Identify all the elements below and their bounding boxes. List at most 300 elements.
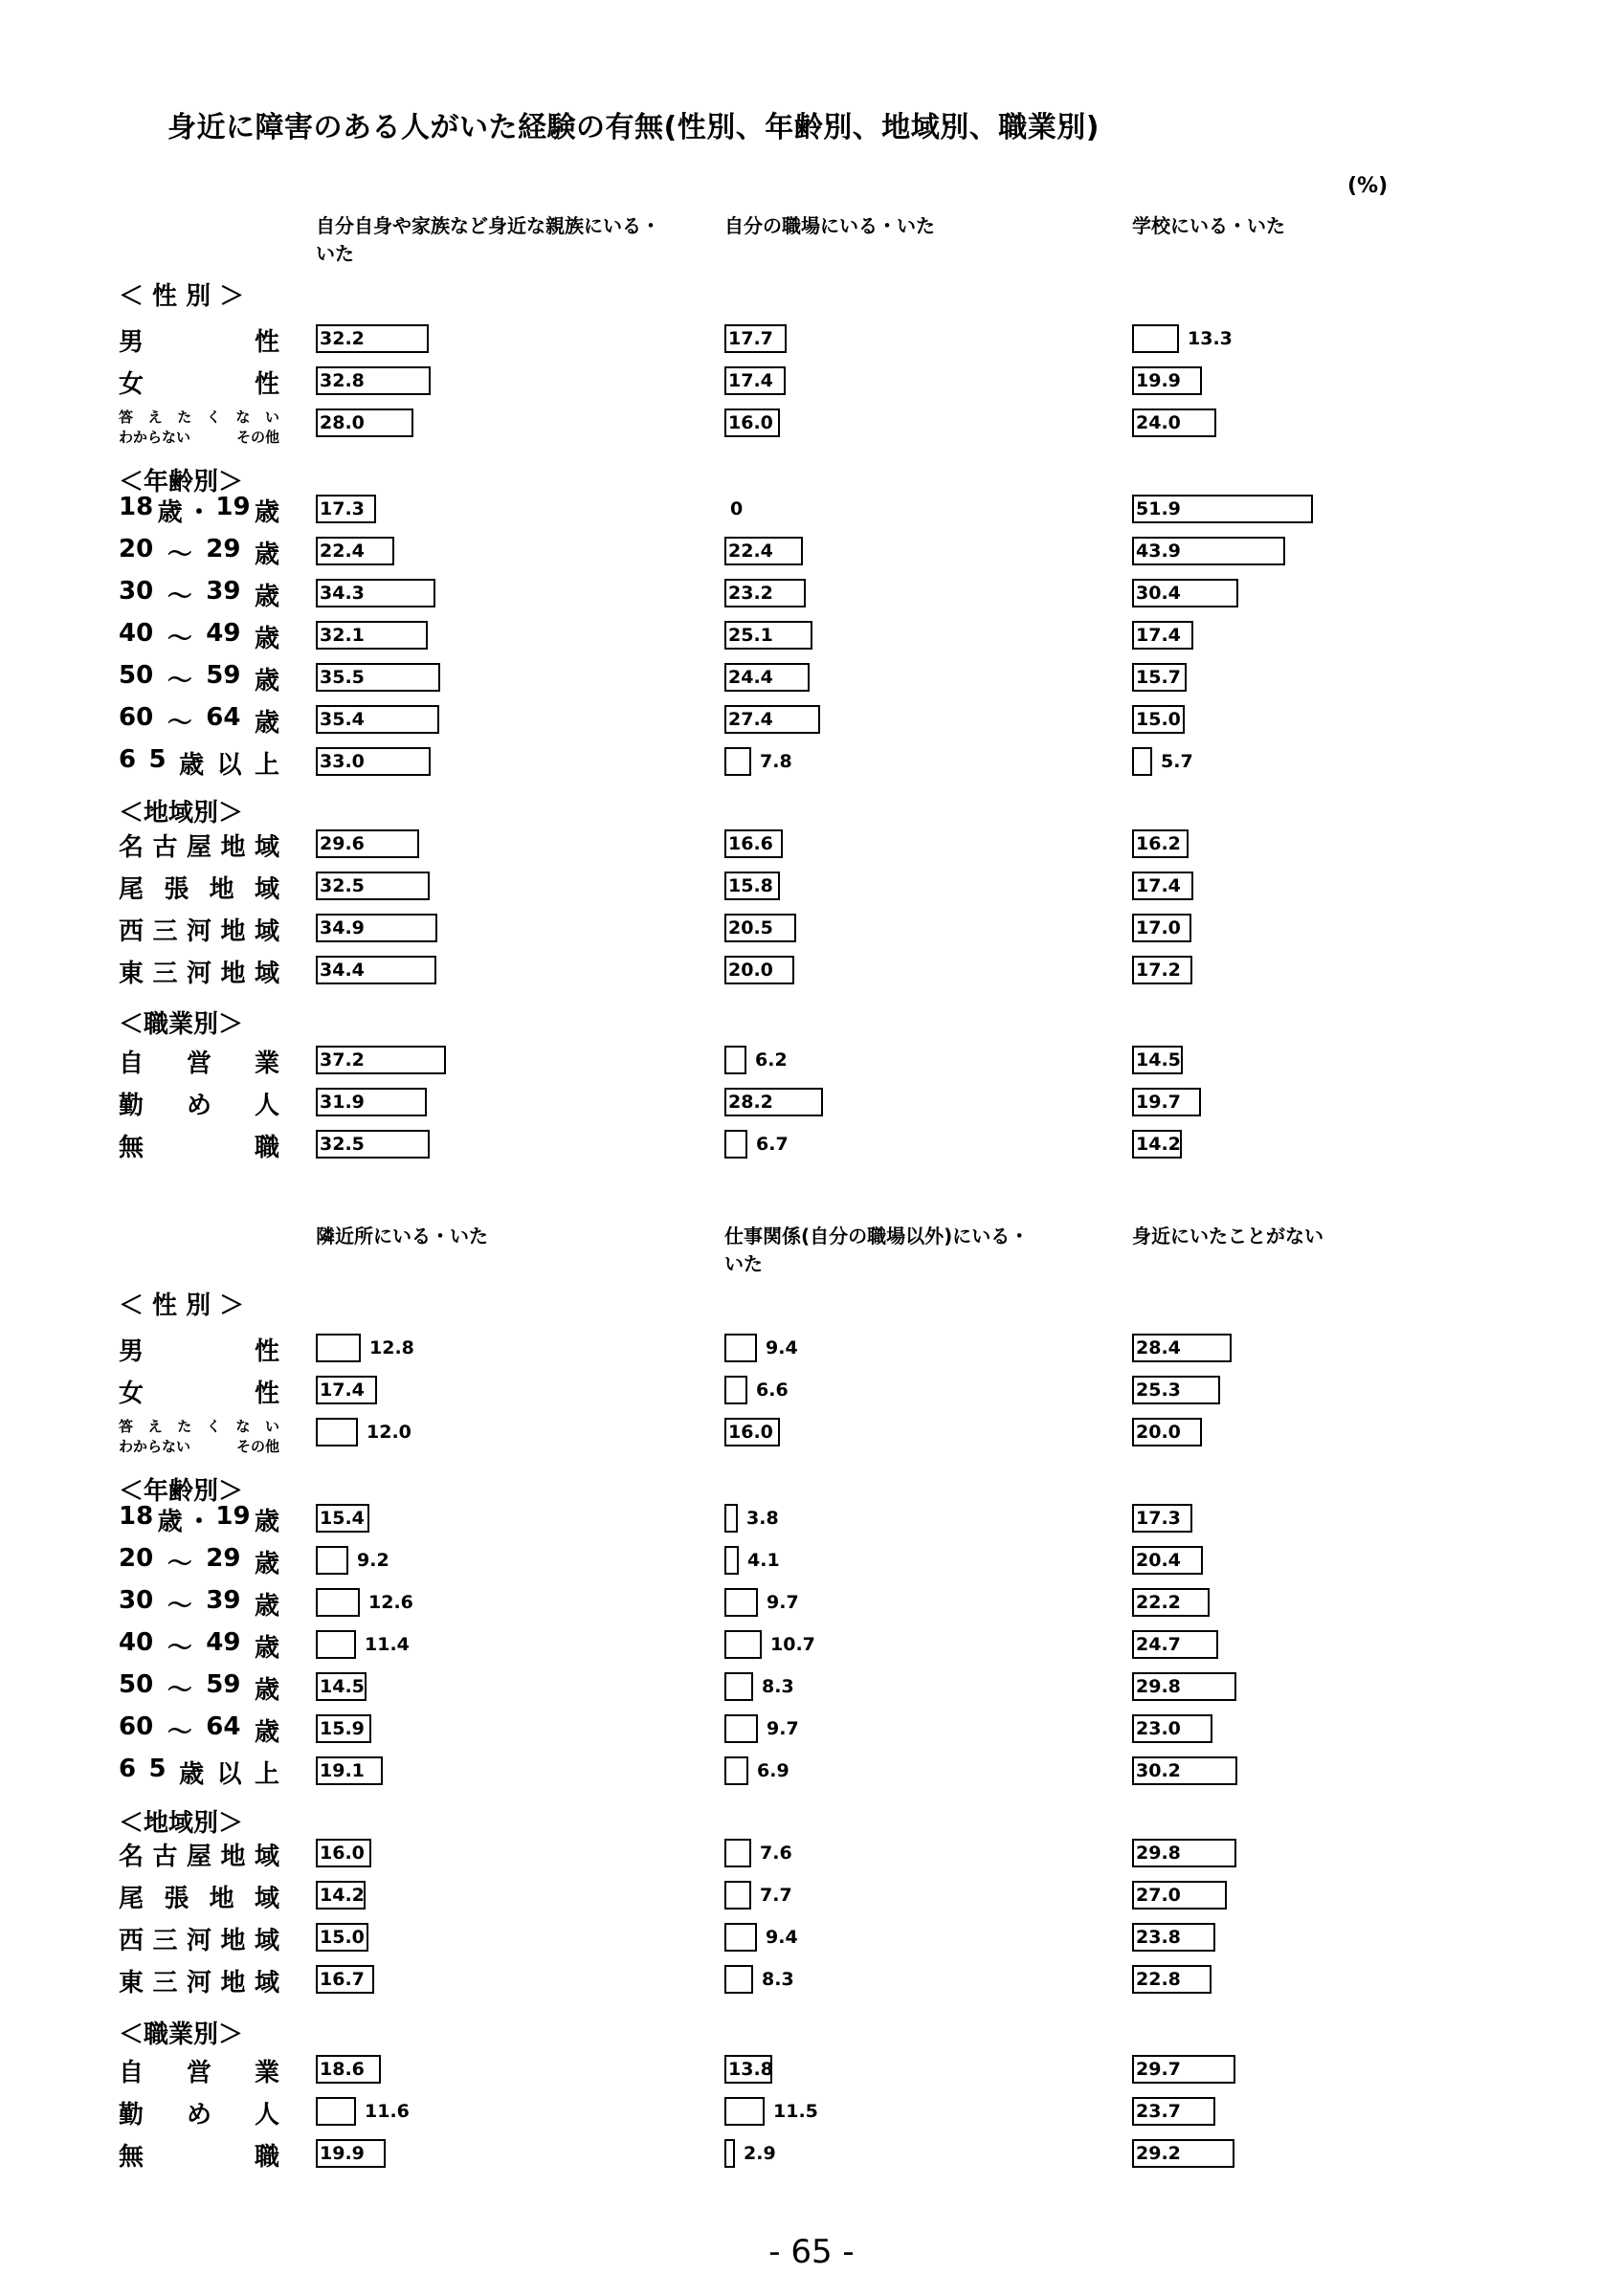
row-label-age_30_39-part: 39 xyxy=(206,577,241,606)
bar-value-label: 16.6 xyxy=(728,833,773,854)
bar xyxy=(724,2139,735,2168)
row-label-age_40_49-part: 40 xyxy=(119,619,154,648)
row-label-nishimikawa-part: 三 xyxy=(152,917,178,946)
bar-value-label: 29.8 xyxy=(1136,1843,1181,1864)
row-label-male-part: 性 xyxy=(254,328,279,357)
row-label-higashimikawa-part: 域 xyxy=(254,960,279,988)
bar-value-label: 29.2 xyxy=(1136,2143,1181,2164)
row-label-unemployed xyxy=(119,1128,279,1163)
bar-value-label: 6.2 xyxy=(755,1049,788,1071)
row-label-male xyxy=(119,1332,279,1367)
bar xyxy=(1132,324,1179,353)
row-label-age_18_19-part: 19 xyxy=(215,493,251,521)
bar-value-label: 32.1 xyxy=(320,625,365,646)
row-label-higashimikawa-part: 域 xyxy=(254,1969,279,1998)
bar-value-label: 29.6 xyxy=(320,833,365,854)
row-label-age_40_49 xyxy=(119,1628,279,1664)
row-label-age_40_49-part: 歳 xyxy=(254,625,279,653)
row-label-age_18_19-part: ・ xyxy=(186,1508,211,1536)
bar-value-label: 35.4 xyxy=(320,709,365,730)
bar-value-label: 15.0 xyxy=(1136,709,1181,730)
row-label-other-line1-part: え xyxy=(147,408,163,426)
bar-value-label: 24.0 xyxy=(1136,412,1181,433)
bar-value-label: 13.3 xyxy=(1188,328,1233,349)
row-label-age_50_59-part: 歳 xyxy=(254,667,279,695)
bar-value-label: 17.2 xyxy=(1136,960,1181,981)
bar xyxy=(1132,747,1152,776)
bar-value-label: 7.7 xyxy=(760,1885,792,1906)
row-label-age_60_64-part: 歳 xyxy=(254,1718,279,1747)
row-label-age_20_29-part: 歳 xyxy=(254,1550,279,1578)
row-label-self_employed-part: 営 xyxy=(186,1049,211,1078)
row-label-age_50_59-part: ～ xyxy=(167,667,192,695)
row-label-nagoya-part: 域 xyxy=(254,1843,279,1871)
row-label-age_18_19 xyxy=(119,493,279,528)
bar xyxy=(724,747,751,776)
row-label-employed xyxy=(119,2095,279,2130)
row-label-higashimikawa-part: 東 xyxy=(119,1969,145,1998)
row-label-nishimikawa-part: 地 xyxy=(220,917,246,946)
bar-value-label: 20.0 xyxy=(728,960,773,981)
row-label-nishimikawa-part: 西 xyxy=(119,917,145,946)
row-label-age_65_plus-part: 5 xyxy=(148,745,167,774)
bar-value-label: 20.5 xyxy=(728,917,773,938)
bar-value-label: 15.9 xyxy=(320,1718,365,1739)
bar-value-label: 29.7 xyxy=(1136,2059,1181,2080)
bar-value-label: 24.4 xyxy=(728,667,773,688)
row-label-other-line1 xyxy=(119,408,279,428)
bar-value-label: 6.7 xyxy=(756,1134,789,1155)
bar-value-label: 7.8 xyxy=(760,751,792,772)
row-label-self_employed xyxy=(119,2053,279,2088)
bar-value-label: 9.7 xyxy=(767,1718,799,1739)
row-label-employed-part: め xyxy=(186,1092,211,1120)
bar-value-label: 28.4 xyxy=(1136,1337,1181,1358)
row-label-self_employed-part: 自 xyxy=(119,2059,145,2087)
page-title: 身近に障害のある人がいた経験の有無(性別、年齢別、地域別、職業別) xyxy=(167,111,1100,144)
bar-value-label: 23.2 xyxy=(728,583,773,604)
row-label-age_18_19-part: 歳 xyxy=(157,1508,183,1536)
row-label-other-line1-part: い xyxy=(264,1418,279,1435)
bar-value-label: 22.8 xyxy=(1136,1969,1181,1990)
row-label-age_30_39-part: 歳 xyxy=(254,583,279,611)
row-label-age_30_39-part: 30 xyxy=(119,577,154,606)
bar xyxy=(724,1376,747,1404)
row-label-age_50_59-part: 歳 xyxy=(254,1676,279,1705)
row-label-higashimikawa-part: 河 xyxy=(186,1969,211,1998)
row-label-nagoya-part: 地 xyxy=(220,1843,246,1871)
row-label-age_20_29-part: 歳 xyxy=(254,541,279,569)
bar-value-label: 8.3 xyxy=(762,1676,794,1697)
row-label-nagoya xyxy=(119,1837,279,1872)
bar-value-label: 4.1 xyxy=(747,1550,780,1571)
column-header: 身近にいたことがない xyxy=(1132,1225,1323,1247)
bar-value-label: 17.7 xyxy=(728,328,773,349)
row-label-age_50_59-part: ～ xyxy=(167,1676,192,1705)
row-label-other-line2-part: その他 xyxy=(235,1438,279,1455)
bar xyxy=(724,1588,758,1617)
bar xyxy=(316,1588,360,1617)
row-label-other-line1-part: 答 xyxy=(119,1418,134,1435)
row-label-nagoya-part: 古 xyxy=(152,833,178,862)
row-label-male-part: 男 xyxy=(119,328,145,357)
row-label-age_18_19-part: ・ xyxy=(186,498,211,527)
row-label-age_60_64-part: 歳 xyxy=(254,709,279,738)
row-label-owari xyxy=(119,1879,279,1914)
row-label-other-line2-part: その他 xyxy=(235,429,279,446)
bar-value-label: 17.0 xyxy=(1136,917,1181,938)
bar-value-label: 43.9 xyxy=(1136,541,1181,562)
row-label-owari-part: 張 xyxy=(164,1885,189,1913)
bar-value-label: 32.2 xyxy=(320,328,365,349)
bar xyxy=(724,1714,758,1743)
row-label-age_50_59-part: 50 xyxy=(119,661,154,690)
row-label-nishimikawa xyxy=(119,912,279,947)
row-label-age_60_64 xyxy=(119,1712,279,1748)
row-label-age_65_plus-part: 歳 xyxy=(179,1760,205,1789)
row-label-self_employed-part: 自 xyxy=(119,1049,145,1078)
row-label-age_50_59-part: 59 xyxy=(206,1670,241,1699)
row-label-employed-part: 勤 xyxy=(119,2101,145,2130)
bar-value-label: 14.2 xyxy=(1136,1134,1181,1155)
bar-value-label: 15.0 xyxy=(320,1927,365,1948)
bar xyxy=(724,1630,762,1659)
row-label-higashimikawa-part: 三 xyxy=(152,1969,178,1998)
row-label-nagoya-part: 名 xyxy=(119,833,145,862)
bar-value-label: 9.7 xyxy=(767,1592,799,1613)
row-label-nagoya-part: 屋 xyxy=(186,1843,211,1871)
row-label-age_18_19-part: 19 xyxy=(215,1502,251,1531)
bar-value-label: 35.5 xyxy=(320,667,365,688)
row-label-female xyxy=(119,1374,279,1409)
row-label-male-part: 性 xyxy=(254,1337,279,1366)
bar-value-label: 5.7 xyxy=(1161,751,1193,772)
row-label-nishimikawa-part: 域 xyxy=(254,1927,279,1955)
row-label-age_65_plus-part: 上 xyxy=(254,1760,279,1789)
bar-value-label: 34.9 xyxy=(320,917,365,938)
bar xyxy=(724,1334,757,1362)
bar-value-label: 32.5 xyxy=(320,1134,365,1155)
row-label-age_30_39-part: ～ xyxy=(167,583,192,611)
row-label-nishimikawa-part: 西 xyxy=(119,1927,145,1955)
bar-value-label: 8.3 xyxy=(762,1969,794,1990)
bar-value-label: 22.4 xyxy=(320,541,365,562)
row-label-owari-part: 域 xyxy=(254,875,279,904)
column-header: 学校にいる・いた xyxy=(1132,214,1285,237)
row-label-self_employed xyxy=(119,1044,279,1079)
bar xyxy=(316,2097,356,2126)
row-label-age_30_39-part: 歳 xyxy=(254,1592,279,1621)
column-header: 仕事関係(自分の職場以外)にいる・いた xyxy=(724,1225,1030,1275)
bar xyxy=(724,1672,753,1701)
row-label-higashimikawa-part: 河 xyxy=(186,960,211,988)
bar xyxy=(724,1881,751,1910)
bar xyxy=(316,1546,348,1575)
row-label-owari-part: 尾 xyxy=(119,1885,145,1913)
row-label-nagoya-part: 名 xyxy=(119,1843,145,1871)
row-label-owari-part: 地 xyxy=(209,875,234,904)
row-label-nagoya xyxy=(119,828,279,863)
row-label-age_18_19-part: 歳 xyxy=(254,498,279,527)
bar-value-label: 24.7 xyxy=(1136,1634,1181,1655)
row-label-female-part: 性 xyxy=(254,1380,279,1408)
row-label-female-part: 女 xyxy=(119,1380,145,1408)
bar-value-label: 16.0 xyxy=(320,1843,365,1864)
unit-label: (%) xyxy=(1347,174,1389,198)
bar-value-label: 22.4 xyxy=(728,541,773,562)
row-label-age_40_49-part: 40 xyxy=(119,1628,154,1657)
bar-value-label: 30.2 xyxy=(1136,1760,1181,1781)
row-label-other-line1-part: 答 xyxy=(119,408,134,426)
bar-value-label: 17.4 xyxy=(1136,875,1181,896)
bar-value-label: 28.0 xyxy=(320,412,365,433)
bar xyxy=(724,1756,748,1785)
row-label-nagoya-part: 古 xyxy=(152,1843,178,1871)
row-label-other-line2-part: わからない xyxy=(119,1438,191,1455)
row-label-age_65_plus-part: 6 xyxy=(119,1755,137,1783)
bar-value-label: 17.3 xyxy=(1136,1508,1181,1529)
group-label-region: ＜地域別＞ xyxy=(119,1809,244,1838)
row-label-other xyxy=(119,408,279,448)
row-label-self_employed-part: 業 xyxy=(254,2059,279,2087)
row-label-age_60_64-part: 60 xyxy=(119,1712,154,1741)
bar xyxy=(724,1546,739,1575)
row-label-other-line1-part: た xyxy=(177,1418,192,1435)
bar-value-label: 16.0 xyxy=(728,1422,773,1443)
row-label-age_20_29 xyxy=(119,1544,279,1579)
group-label-gender: ＜ 性 別 ＞ xyxy=(119,282,245,311)
row-label-age_65_plus-part: 6 xyxy=(119,745,137,774)
bar-value-label: 15.4 xyxy=(320,1508,365,1529)
bar-value-label: 14.5 xyxy=(1136,1049,1181,1071)
bar xyxy=(316,1418,358,1446)
row-label-higashimikawa xyxy=(119,1963,279,1998)
row-label-higashimikawa xyxy=(119,954,279,989)
bar-value-label: 25.3 xyxy=(1136,1380,1181,1401)
group-label-age: ＜年齢別＞ xyxy=(119,468,244,497)
bar-value-label: 25.1 xyxy=(728,625,773,646)
row-label-nagoya-part: 屋 xyxy=(186,833,211,862)
bar-value-label: 30.4 xyxy=(1136,583,1181,604)
row-label-nagoya-part: 地 xyxy=(220,833,246,862)
row-label-employed-part: 勤 xyxy=(119,1092,145,1120)
row-label-age_40_49-part: ～ xyxy=(167,1634,192,1663)
row-label-age_40_49-part: 49 xyxy=(206,619,241,648)
row-label-age_65_plus-part: 5 xyxy=(148,1755,167,1783)
bar-value-label: 19.7 xyxy=(1136,1092,1181,1113)
row-label-other-line1-part: な xyxy=(235,408,251,426)
bar-value-label: 12.0 xyxy=(367,1422,411,1443)
row-label-age_20_29-part: 29 xyxy=(206,535,241,563)
row-label-female xyxy=(119,364,279,400)
row-label-owari-part: 張 xyxy=(164,875,189,904)
row-label-unemployed-part: 無 xyxy=(119,2143,145,2172)
row-label-age_18_19 xyxy=(119,1502,279,1537)
bar-value-label: 27.4 xyxy=(728,709,773,730)
row-label-other-line2-part: わからない xyxy=(119,429,191,446)
bar-value-label: 14.2 xyxy=(320,1885,365,1906)
bar-value-label: 11.6 xyxy=(365,2101,410,2122)
row-label-other-line2 xyxy=(119,1437,279,1457)
bar-value-label: 9.4 xyxy=(766,1927,798,1948)
bar-value-label: 27.0 xyxy=(1136,1885,1181,1906)
bar-value-label: 37.2 xyxy=(320,1049,365,1071)
bar-value-label: 11.5 xyxy=(773,2101,818,2122)
bar-value-label: 19.9 xyxy=(320,2143,365,2164)
bar-value-label: 16.7 xyxy=(320,1969,365,1990)
row-label-employed-part: め xyxy=(186,2101,211,2130)
bar-value-label: 23.0 xyxy=(1136,1718,1181,1739)
row-label-other xyxy=(119,1417,279,1457)
bar-value-label: 3.8 xyxy=(746,1508,779,1529)
row-label-nishimikawa-part: 三 xyxy=(152,1927,178,1955)
bar-value-label: 18.6 xyxy=(320,2059,365,2080)
bar-value-label: 31.9 xyxy=(320,1092,365,1113)
group-label-occupation: ＜職業別＞ xyxy=(119,1010,244,1039)
row-label-unemployed-part: 職 xyxy=(254,1134,279,1162)
row-label-female-part: 女 xyxy=(119,370,145,399)
row-label-age_60_64-part: ～ xyxy=(167,709,192,738)
bar-value-label: 28.2 xyxy=(728,1092,773,1113)
row-label-age_40_49-part: 49 xyxy=(206,1628,241,1657)
row-label-age_30_39 xyxy=(119,577,279,612)
row-label-age_40_49 xyxy=(119,619,279,654)
row-label-age_18_19-part: 18 xyxy=(119,493,154,521)
bar-value-label: 23.7 xyxy=(1136,2101,1181,2122)
bar-value-label: 33.0 xyxy=(320,751,365,772)
bar-value-label: 12.6 xyxy=(368,1592,413,1613)
bar-value-label: 20.4 xyxy=(1136,1550,1181,1571)
row-label-age_40_49-part: ～ xyxy=(167,625,192,653)
row-label-age_65_plus-part: 以 xyxy=(216,751,242,780)
row-label-age_65_plus xyxy=(119,745,279,781)
bar-value-label: 20.0 xyxy=(1136,1422,1181,1443)
page-number: - 65 - xyxy=(768,2233,855,2271)
row-label-other-line1-part: く xyxy=(206,1418,221,1435)
row-label-age_60_64 xyxy=(119,703,279,739)
row-label-age_50_59-part: 59 xyxy=(206,661,241,690)
group-label-age: ＜年齢別＞ xyxy=(119,1477,244,1506)
bar-value-label: 51.9 xyxy=(1136,498,1181,519)
row-label-owari-part: 域 xyxy=(254,1885,279,1913)
row-label-other-line1-part: な xyxy=(235,1418,251,1435)
bar-value-label: 7.6 xyxy=(760,1843,792,1864)
bar-value-label: 9.4 xyxy=(766,1337,798,1358)
row-label-employed-part: 人 xyxy=(254,2101,279,2130)
bar-value-label: 14.5 xyxy=(320,1676,365,1697)
bar-value-label: 34.3 xyxy=(320,583,365,604)
bar-value-label: 17.4 xyxy=(1136,625,1181,646)
row-label-age_65_plus-part: 歳 xyxy=(179,751,205,780)
group-label-region: ＜地域別＞ xyxy=(119,799,244,828)
row-label-self_employed-part: 営 xyxy=(186,2059,211,2087)
bar-value-label: 0 xyxy=(730,498,744,519)
bar-value-label: 19.1 xyxy=(320,1760,365,1781)
row-label-higashimikawa-part: 三 xyxy=(152,960,178,988)
row-label-nishimikawa-part: 河 xyxy=(186,1927,211,1955)
row-label-nagoya-part: 域 xyxy=(254,833,279,862)
bar-value-label: 32.8 xyxy=(320,370,365,391)
row-label-age_20_29-part: 20 xyxy=(119,535,154,563)
bar xyxy=(316,1334,361,1362)
row-label-age_20_29 xyxy=(119,535,279,570)
bar-value-label: 34.4 xyxy=(320,960,365,981)
row-label-nishimikawa xyxy=(119,1921,279,1956)
bar-value-label: 13.8 xyxy=(728,2059,773,2080)
row-label-nishimikawa-part: 域 xyxy=(254,917,279,946)
row-label-employed xyxy=(119,1086,279,1121)
column-header: 隣近所にいる・いた xyxy=(316,1225,488,1247)
row-label-higashimikawa-part: 東 xyxy=(119,960,145,988)
row-label-other-line2 xyxy=(119,428,279,448)
column-header: 自分自身や家族など身近な親族にいる・いた xyxy=(316,214,660,265)
row-label-nishimikawa-part: 河 xyxy=(186,917,211,946)
row-label-age_20_29-part: ～ xyxy=(167,541,192,569)
row-label-age_18_19-part: 歳 xyxy=(157,498,183,527)
bar xyxy=(724,1965,753,1994)
row-label-nishimikawa-part: 地 xyxy=(220,1927,246,1955)
row-label-age_60_64-part: ～ xyxy=(167,1718,192,1747)
row-label-age_18_19-part: 18 xyxy=(119,1502,154,1531)
bar xyxy=(724,1130,747,1159)
row-label-age_30_39 xyxy=(119,1586,279,1622)
row-label-owari-part: 尾 xyxy=(119,875,145,904)
row-label-unemployed xyxy=(119,2137,279,2173)
bar xyxy=(724,2097,765,2126)
row-label-age_60_64-part: 64 xyxy=(206,703,241,732)
bar-value-label: 10.7 xyxy=(770,1634,815,1655)
bar-value-label: 2.9 xyxy=(744,2143,776,2164)
bar-value-label: 32.5 xyxy=(320,875,365,896)
bar-value-label: 11.4 xyxy=(365,1634,410,1655)
row-label-age_18_19-part: 歳 xyxy=(254,1508,279,1536)
row-label-age_20_29-part: 29 xyxy=(206,1544,241,1573)
row-label-age_20_29-part: 20 xyxy=(119,1544,154,1573)
row-label-age_60_64-part: 64 xyxy=(206,1712,241,1741)
row-label-age_65_plus xyxy=(119,1755,279,1790)
column-header: 自分の職場にいる・いた xyxy=(724,214,935,237)
row-label-age_30_39-part: 30 xyxy=(119,1586,154,1615)
bar-value-label: 6.9 xyxy=(757,1760,789,1781)
bar-value-label: 6.6 xyxy=(756,1380,789,1401)
row-label-age_50_59-part: 50 xyxy=(119,1670,154,1699)
bar-value-label: 22.2 xyxy=(1136,1592,1181,1613)
row-label-self_employed-part: 業 xyxy=(254,1049,279,1078)
bar-value-label: 19.9 xyxy=(1136,370,1181,391)
row-label-unemployed-part: 無 xyxy=(119,1134,145,1162)
bar-value-label: 16.2 xyxy=(1136,833,1181,854)
bar-value-label: 23.8 xyxy=(1136,1927,1181,1948)
bar xyxy=(316,1630,356,1659)
row-label-age_30_39-part: 39 xyxy=(206,1586,241,1615)
bar xyxy=(724,1504,738,1533)
row-label-employed-part: 人 xyxy=(254,1092,279,1120)
row-label-age_50_59 xyxy=(119,1670,279,1706)
row-label-age_60_64-part: 60 xyxy=(119,703,154,732)
row-label-age_30_39-part: ～ xyxy=(167,1592,192,1621)
bar xyxy=(724,1839,751,1867)
row-label-age_65_plus-part: 以 xyxy=(216,1760,242,1789)
row-label-age_20_29-part: ～ xyxy=(167,1550,192,1578)
bar xyxy=(724,1923,757,1952)
row-label-other-line1-part: く xyxy=(206,408,221,426)
bar-value-label: 15.7 xyxy=(1136,667,1181,688)
bar-value-label: 9.2 xyxy=(357,1550,389,1571)
bar-value-label: 17.4 xyxy=(728,370,773,391)
bar xyxy=(724,1046,746,1074)
row-label-female-part: 性 xyxy=(254,370,279,399)
row-label-other-line1 xyxy=(119,1417,279,1437)
